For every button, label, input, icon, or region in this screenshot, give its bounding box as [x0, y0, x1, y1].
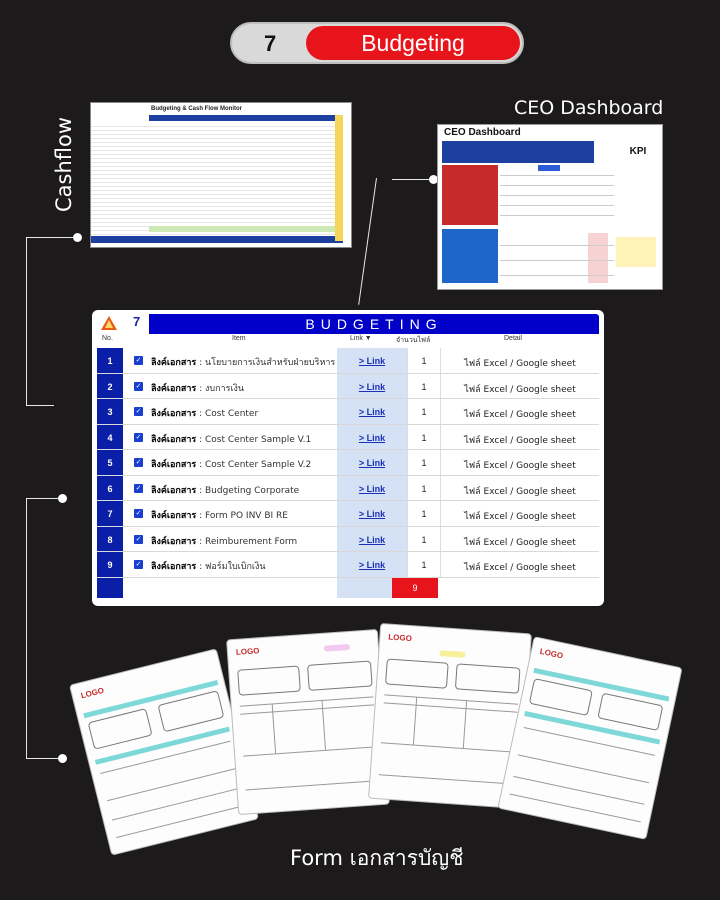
row-line	[500, 195, 614, 196]
row-checkbox[interactable]: ✓	[135, 534, 142, 543]
highlight-cell	[538, 165, 560, 171]
form-label: Form เอกสารบัญชี	[290, 846, 464, 870]
ceo-dashboard-thumbnail[interactable]	[437, 124, 663, 290]
table-title-bar	[97, 314, 599, 334]
doc-box	[529, 678, 593, 716]
row-line	[500, 260, 614, 261]
row-checkbox[interactable]: ✓	[135, 483, 142, 492]
row-checkbox[interactable]: ✓	[135, 381, 142, 390]
row-item-prefix: ลิงค์เอกสาร	[151, 358, 197, 368]
row-item	[151, 559, 337, 573]
cashflow-label: Cashflow	[52, 116, 76, 212]
row-item-name: : Budgeting Corporate	[196, 485, 300, 496]
doc-logo: LOGO	[235, 646, 260, 657]
doc-logo: LOGO	[388, 632, 413, 644]
row-link[interactable]: > Link	[337, 348, 407, 373]
section-number: 7	[264, 31, 277, 56]
row-item-prefix: ลิงค์เอกสาร	[151, 434, 197, 445]
row-file-count: 1	[407, 552, 441, 577]
doc-yellow-tag	[439, 650, 465, 658]
row-file-count: 1	[407, 501, 441, 526]
row-item	[151, 457, 337, 471]
row-item	[151, 381, 337, 395]
col-header-link[interactable]: Link ▼	[350, 335, 372, 342]
doc-box	[455, 663, 521, 693]
row-item-prefix: ลิงค์เอกสาร	[151, 511, 197, 521]
row-item	[151, 534, 337, 548]
row-item-name: : Cost Center Sample V.1	[196, 434, 312, 445]
doc-line	[116, 805, 246, 838]
row-line	[500, 215, 614, 216]
row-item-prefix: ลิงค์เอกสาร	[151, 409, 197, 419]
doc-line	[112, 787, 242, 820]
row-checkbox[interactable]: ✓	[135, 407, 142, 415]
row-item-name: : Cost Center Sample V.2	[196, 460, 312, 470]
thumb-header-bar	[149, 115, 343, 121]
row-link[interactable]: > Link	[337, 552, 407, 577]
row-item-name: : Reimburement Form	[196, 536, 298, 547]
row-link[interactable]: > Link	[337, 374, 407, 399]
cashflow-thumbnail[interactable]	[90, 102, 352, 248]
row-checkbox[interactable]: ✓	[135, 458, 142, 466]
row-line	[500, 205, 614, 206]
row-number: 5	[97, 450, 123, 475]
kpi-heading: KPI	[629, 146, 647, 157]
connector-dot	[58, 494, 67, 503]
row-link[interactable]: > Link	[337, 501, 407, 526]
connector-ceo-diag	[358, 178, 377, 305]
row-file-count: 1	[407, 476, 441, 501]
section-header	[230, 22, 524, 64]
col-header-detail: Detail	[504, 335, 522, 342]
row-item	[151, 406, 337, 420]
col-header-no: No.	[102, 335, 113, 342]
row-item-prefix: ลิงค์เอกสาร	[151, 460, 197, 470]
row-number: 8	[97, 527, 123, 552]
row-number: 7	[97, 501, 123, 526]
row-link[interactable]: > Link	[337, 425, 407, 450]
connector-cash-h	[26, 237, 78, 238]
table-number: 7	[133, 314, 141, 329]
thumb-yellow-col	[335, 115, 343, 241]
connector-cash-h2	[26, 405, 54, 406]
row-file-count: 1	[407, 425, 441, 450]
doc-box	[385, 658, 449, 688]
row-file-count: 1	[407, 374, 441, 399]
ceo-thumb-title: CEO Dashboard	[444, 127, 521, 138]
doc-line	[518, 754, 649, 783]
row-line	[500, 175, 614, 176]
form-document-2[interactable]	[226, 629, 390, 815]
row-number: 4	[97, 425, 123, 450]
table-row	[97, 374, 599, 400]
table-row	[97, 501, 599, 527]
kpi-yellow-cell	[616, 237, 656, 267]
row-item	[151, 355, 337, 369]
row-link[interactable]: > Link	[337, 527, 407, 552]
row-item	[151, 508, 337, 522]
table-row	[97, 476, 599, 502]
table-row	[97, 527, 599, 553]
row-item-name: : Form PO INV BI RE	[196, 511, 288, 521]
row-item-name: : Cost Center	[196, 409, 259, 419]
row-line	[500, 245, 614, 246]
table-footer-no	[97, 578, 123, 598]
row-checkbox[interactable]: ✓	[135, 560, 142, 568]
row-item	[151, 432, 337, 446]
table-row	[97, 399, 599, 425]
table-title-banner	[149, 314, 599, 334]
row-item-prefix: ลิงค์เอกสาร	[151, 536, 197, 547]
thumb-footer-bar	[91, 236, 343, 243]
doc-line	[379, 774, 513, 784]
row-detail: ไฟล์ Excel / Google sheet	[464, 537, 576, 548]
connector-dot	[58, 754, 67, 763]
row-detail: ไฟล์ Excel / Google sheet	[464, 563, 576, 573]
doc-line	[246, 780, 380, 790]
row-file-count: 1	[407, 348, 441, 373]
thumb-grid	[91, 123, 343, 235]
doc-line	[243, 746, 377, 756]
row-number: 3	[97, 399, 123, 424]
row-line	[500, 185, 614, 186]
row-detail: ไฟล์ Excel / Google sheet	[464, 410, 576, 420]
row-link[interactable]: > Link	[337, 450, 407, 475]
doc-line	[524, 727, 655, 756]
row-checkbox[interactable]: ✓	[135, 509, 142, 517]
revenue-block	[534, 141, 594, 163]
connector-form-h2	[26, 758, 62, 759]
row-item-name: : ฟอร์มใบเบิกเงิน	[196, 562, 266, 572]
table-row	[97, 348, 599, 374]
doc-box	[237, 665, 301, 695]
row-file-count: 1	[407, 450, 441, 475]
connector-form-h	[26, 498, 62, 499]
row-checkbox[interactable]: ✓	[135, 356, 142, 364]
row-line	[500, 275, 614, 276]
budgeting-table-card	[92, 310, 604, 606]
table-row	[97, 552, 599, 578]
doc-box	[307, 660, 373, 690]
doc-logo: LOGO	[539, 646, 564, 661]
connector-dot	[73, 233, 82, 242]
row-item-prefix: ลิงค์เอกสาร	[151, 383, 197, 394]
row-link[interactable]: > Link	[337, 399, 407, 424]
row-detail: ไฟล์ Excel / Google sheet	[464, 512, 576, 522]
warning-icon	[101, 316, 117, 330]
row-item	[151, 483, 337, 497]
table-footer-link	[337, 578, 392, 598]
forecast-block	[442, 141, 498, 163]
connector-ceo-h	[392, 179, 434, 180]
row-detail: ไฟล์ Excel / Google sheet	[464, 384, 576, 395]
row-link[interactable]: > Link	[337, 476, 407, 501]
cashflow-thumb-title: Budgeting & Cash Flow Monitor	[151, 106, 242, 112]
row-checkbox[interactable]: ✓	[135, 432, 142, 441]
row-file-count: 1	[407, 399, 441, 424]
connector-cash-v	[26, 237, 27, 405]
col-header-item: Item	[232, 335, 246, 342]
monitoring-block	[442, 229, 498, 283]
total-count: 9	[392, 578, 438, 598]
expense-block	[442, 165, 498, 225]
row-item-name: : งบการเงิน	[196, 383, 245, 394]
doc-line	[381, 742, 515, 752]
table-title: BUDGETING	[305, 316, 443, 332]
section-title: Budgeting	[306, 26, 520, 60]
doc-line	[384, 702, 518, 712]
row-number: 9	[97, 552, 123, 577]
row-item-prefix: ลิงค์เอกสาร	[151, 562, 197, 572]
row-file-count: 1	[407, 527, 441, 552]
row-item-prefix: ลิงค์เอกสาร	[151, 485, 197, 496]
doc-line	[513, 776, 644, 805]
table-row	[97, 450, 599, 476]
row-detail: ไฟล์ Excel / Google sheet	[464, 359, 576, 369]
row-number: 1	[97, 348, 123, 373]
doc-line	[240, 704, 374, 714]
doc-logo: LOGO	[79, 685, 105, 701]
ceo-dashboard-label: CEO Dashboard	[514, 97, 664, 119]
row-detail: ไฟล์ Excel / Google sheet	[464, 461, 576, 471]
row-detail: ไฟล์ Excel / Google sheet	[464, 435, 576, 446]
row-number: 2	[97, 374, 123, 399]
row-number: 6	[97, 476, 123, 501]
doc-pink-tag	[324, 644, 350, 652]
row-detail: ไฟล์ Excel / Google sheet	[464, 486, 576, 497]
col-header-count: จำนวนไฟล์	[396, 337, 431, 344]
doc-line	[107, 768, 237, 801]
table-row	[97, 425, 599, 451]
row-item-name: : นโยบายการเงินสำหรับฝ่ายบริหาร	[196, 358, 336, 368]
cost-block	[498, 141, 534, 163]
connector-form-v	[26, 498, 27, 758]
thumb-green-row	[149, 226, 335, 232]
